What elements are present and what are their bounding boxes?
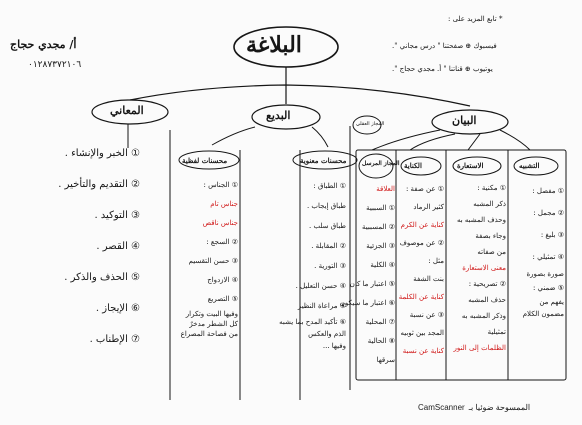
list-item: معنى الاستعارة — [462, 264, 506, 272]
lafziya-title: محسنات لفظية — [182, 156, 228, 165]
camscanner-brand: CamScanner — [418, 403, 465, 412]
istiara-title: الاستعارة — [457, 161, 484, 170]
list-item: ⑤ ضمني : — [532, 284, 564, 292]
kinaya-title: الكناية — [404, 161, 422, 170]
list-item: مثل : — [428, 257, 444, 265]
mursal-title: المجاز المرسل — [362, 160, 400, 167]
mursal-list — [339, 180, 395, 370]
maani-list — [20, 138, 140, 355]
list-item: طباق سلب . — [309, 222, 346, 230]
branch-maani-title: المعاني — [110, 104, 144, 117]
list-item: ② التقديم والتأخير . — [58, 179, 140, 190]
list-item: ⑤ مراعاة النظير — [297, 302, 346, 310]
list-item: ⑦ المحلية — [365, 318, 395, 326]
list-item: ذكر المشبه — [473, 200, 506, 208]
list-item: ④ الكلية — [370, 261, 395, 269]
list-item: ① عن صفة : — [405, 185, 444, 193]
list-item: ③ حسن التقسيم — [188, 257, 238, 265]
list-item: كناية عن الكلمة — [398, 293, 444, 301]
list-item: ⑤ الحذف والذكر . — [64, 272, 140, 283]
list-item: سرقها — [376, 356, 395, 364]
branch-bayan-title: البيان — [452, 114, 477, 127]
list-item: ③ التوكيد . — [94, 210, 140, 221]
list-item: كثير الرماد — [413, 203, 444, 211]
list-item: ④ الازدواج — [207, 276, 238, 284]
list-item: ① الخبر والإنشاء . — [64, 148, 140, 159]
list-item: ③ الجزئية — [366, 242, 395, 250]
list-item: ⑥ تأكيد المدح بما يشبه — [279, 318, 346, 326]
youtube-line: يوتيوب ⊕ قناتنا " أ. مجدي حجاج ". — [392, 65, 493, 73]
manawiya-list — [244, 176, 346, 352]
list-item: ⑤ التصريع — [207, 295, 238, 303]
list-item: صورة بصورة — [526, 270, 564, 278]
list-item: ④ حسن التعليل . — [295, 282, 346, 290]
list-item: كناية عن الكرم — [400, 221, 444, 229]
kinaya-list — [398, 180, 444, 360]
list-item: ② السجع : — [206, 238, 238, 246]
list-item: جناس تام — [210, 200, 238, 208]
list-item: ② عن موصوف — [399, 239, 444, 247]
list-item: ② المقابلة . — [311, 242, 346, 250]
list-item: مضمون الكلام — [522, 310, 564, 318]
list-item: بنت الشفة — [413, 275, 444, 283]
tashbih-list — [510, 180, 564, 320]
list-item: كل الشطر مدخرٌ — [189, 320, 238, 328]
list-item: الظلمات إلى النور — [453, 344, 506, 352]
list-item: طباق إيجاب . — [306, 202, 346, 210]
list-item: وذكر المشبه به — [461, 312, 506, 320]
footer-caption-text: الممسوحة ضوئيا بـ — [468, 403, 531, 412]
list-item: من صفاته — [477, 248, 506, 256]
list-item: ② المسببية — [362, 223, 395, 231]
list-item: حذف المشبه — [468, 296, 506, 304]
list-item: ③ عن نسبة — [409, 311, 444, 319]
istiara-list — [449, 180, 506, 356]
list-item: ⑦ الإطناب . — [89, 334, 140, 345]
list-item: الذم والعكس — [308, 330, 346, 338]
list-item: كناية عن نسبة — [402, 347, 444, 355]
branch-badi-title: البديع — [266, 109, 291, 122]
list-item: ⑥ اعتبار ما سيكون — [339, 299, 395, 307]
author-name: أ/ مجدي حجاج — [10, 38, 77, 51]
list-item: المجد بين ثوبيه — [400, 329, 444, 337]
list-item: وحذف المشبه به — [456, 216, 506, 224]
majaz-aqli-note: المجاز العقلي — [356, 121, 385, 127]
list-item: ① الجناس : — [203, 181, 238, 189]
list-item: تمثيلية — [487, 328, 506, 336]
footer-caption — [469, 403, 530, 412]
list-item: وفيها ... — [322, 342, 346, 350]
list-item: ② تصريحية : — [468, 280, 506, 288]
list-item: ④ القصر . — [96, 241, 140, 252]
tashbih-title: التشبيه — [519, 161, 540, 170]
list-item: ③ التورية . — [314, 262, 346, 270]
list-item: وجاء بصفة — [475, 232, 506, 240]
list-item: ⑤ اعتبار ما كان — [349, 280, 395, 288]
list-item: ④ تمثيلي : — [532, 253, 564, 261]
list-item: ① السببية — [366, 204, 395, 212]
list-item: ① الطباق : — [313, 182, 346, 190]
list-item: جناس ناقص — [202, 219, 238, 227]
follow-label: * تابع المزيد على : — [448, 15, 503, 23]
list-item: ① مكنية : — [477, 184, 506, 192]
list-item: ⑥ الإيجاز . — [95, 303, 140, 314]
list-item: من فصاحة المصراع — [180, 330, 238, 338]
facebook-line: فيسبوك ⊕ صفحتنا " درس مجاني ". — [392, 42, 497, 50]
list-item: ③ بليغ : — [540, 231, 564, 239]
list-item: ② مجمل : — [533, 209, 564, 217]
manawiya-title: محسنات معنوية — [300, 156, 347, 165]
lafziya-list — [174, 176, 238, 339]
list-item: ① مفصل : — [532, 187, 564, 195]
list-item: يفهم من — [539, 298, 564, 306]
page-title: البلاغة — [246, 32, 302, 58]
list-item: وفيها البيت وتكرار — [185, 310, 238, 318]
author-phone: ٠١٢٨٧٣٧٢١٠٦ — [28, 60, 82, 70]
list-item: ⑧ الحالية — [367, 337, 395, 345]
list-item: العلاقة — [376, 185, 395, 193]
